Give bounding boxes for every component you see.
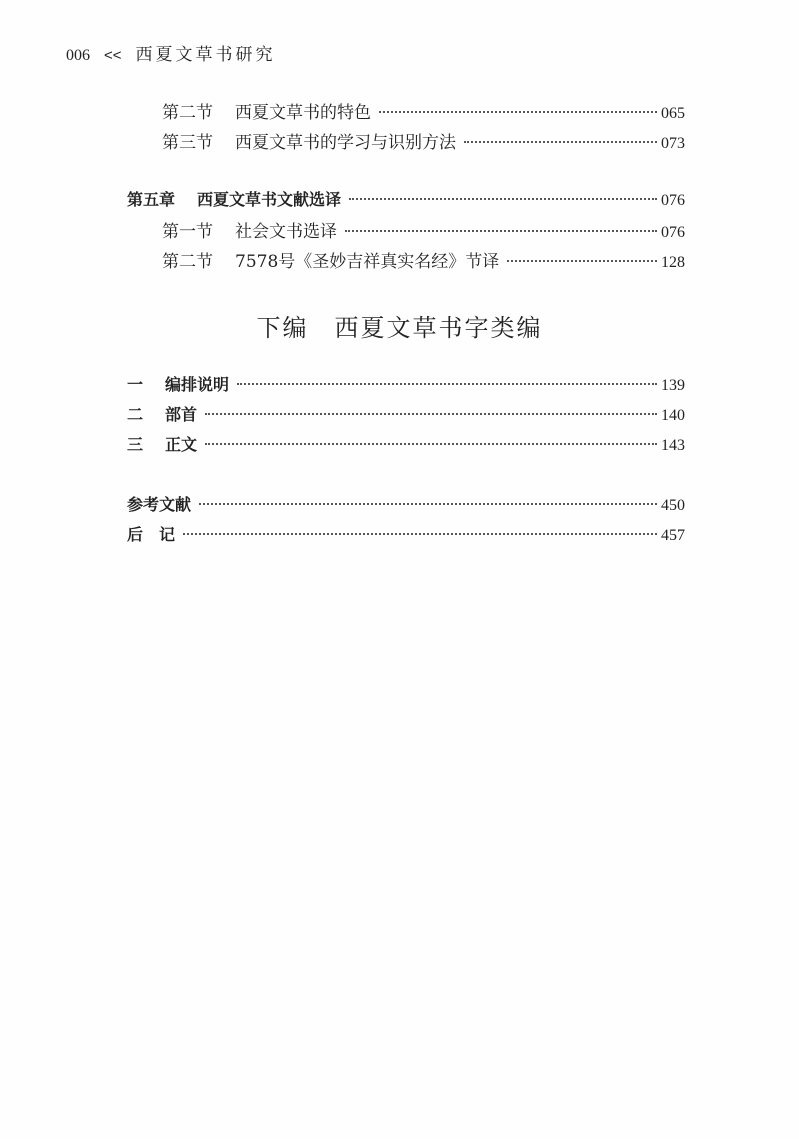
toc-entry-title: 西夏文草书文献选译 — [197, 190, 342, 209]
toc-page-number: 128 — [661, 254, 685, 271]
toc-page-number: 457 — [661, 527, 685, 544]
leader-dots — [379, 111, 657, 113]
toc-entry-prefix: 第一节 — [162, 222, 213, 242]
toc-entry-prefix: 一 — [127, 375, 144, 394]
toc-entry-references[interactable] — [127, 492, 685, 516]
toc-entry-prefix: 二 — [127, 405, 144, 424]
toc-page-number: 076 — [661, 224, 685, 241]
toc-entry-afterword[interactable] — [127, 522, 685, 546]
leader-dots — [464, 141, 657, 143]
toc-entry-title: 西夏文草书的特色 — [235, 103, 371, 123]
toc-entry-part-item[interactable] — [127, 402, 685, 426]
toc-page-number: 450 — [661, 497, 685, 514]
leader-dots — [183, 533, 657, 535]
leader-dots — [199, 503, 657, 505]
toc-entry-title: 正文 — [165, 435, 198, 454]
toc-entry-part-item[interactable] — [127, 372, 685, 396]
toc-entry-prefix: 第二节 — [162, 103, 213, 123]
toc-page-number: 143 — [661, 437, 685, 454]
toc-entry-part-item[interactable] — [127, 432, 685, 456]
toc-entry-section[interactable] — [162, 128, 685, 152]
toc-page-number: 139 — [661, 377, 685, 394]
page-number: 006 — [66, 47, 90, 64]
book-title: 西夏文草书研究 — [135, 45, 276, 65]
toc-entry-title: 西夏文草书的学习与识别方法 — [235, 133, 456, 153]
leader-dots — [205, 443, 657, 445]
toc-entry-prefix: 第五章 — [127, 190, 176, 209]
toc-page-number: 140 — [661, 407, 685, 424]
part-name: 西夏文草书字类编 — [334, 314, 543, 342]
toc-page-number: 076 — [661, 192, 685, 209]
toc-entry-chapter[interactable] — [127, 187, 685, 211]
toc-entry-title: 部首 — [165, 405, 198, 424]
toc-page-number: 065 — [661, 105, 685, 122]
running-header — [66, 40, 276, 65]
toc-entry-prefix: 第二节 — [162, 252, 213, 272]
header-arrows: << — [104, 47, 122, 64]
part-heading — [0, 308, 799, 343]
toc-entry-title: 编排说明 — [165, 375, 230, 394]
leader-dots — [349, 198, 657, 200]
toc-entry-section[interactable] — [162, 217, 685, 241]
leader-dots — [205, 413, 657, 415]
toc-entry-title: 参考文献 — [127, 495, 192, 514]
toc-entry-prefix: 三 — [127, 435, 144, 454]
toc-entry-prefix: 第三节 — [162, 133, 213, 153]
leader-dots — [507, 260, 657, 262]
toc-entry-title: 7578号《圣妙吉祥真实名经》节译 — [235, 252, 500, 272]
part-label: 下编 — [256, 314, 309, 342]
toc-page-number: 073 — [661, 135, 685, 152]
leader-dots — [237, 383, 657, 385]
leader-dots — [345, 230, 657, 232]
toc-entry-section[interactable] — [162, 98, 685, 122]
toc-entry-title: 社会文书选译 — [235, 222, 337, 242]
toc-entry-section[interactable] — [162, 247, 685, 271]
toc-entry-title: 后 记 — [127, 525, 176, 544]
